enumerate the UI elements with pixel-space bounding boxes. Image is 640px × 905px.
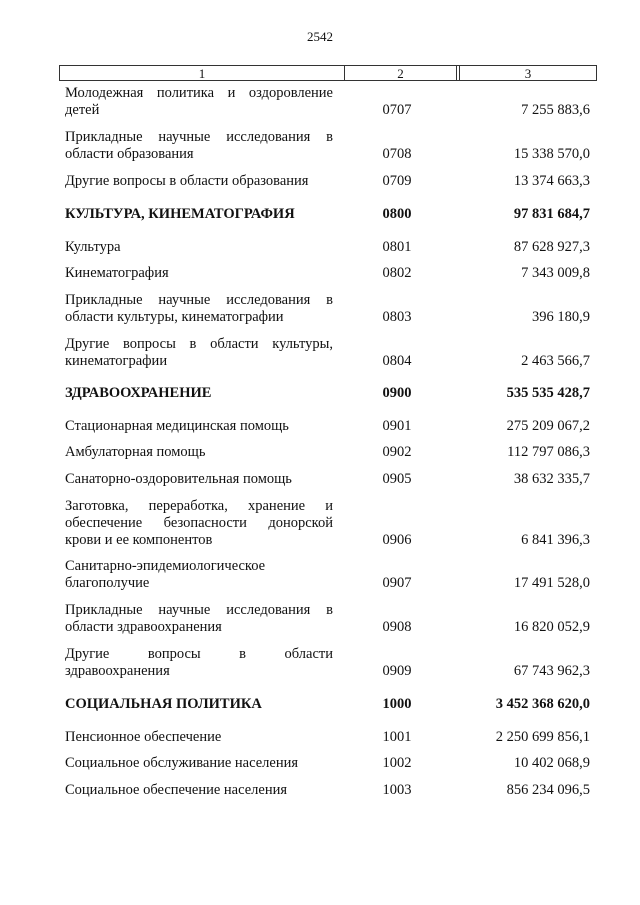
row-amount: 275 209 067,2 [506,418,590,434]
section-code: 0800 [382,206,412,222]
row-name: Социальное обслуживание населения [65,755,299,771]
column-header-1: 1 [198,66,206,81]
row-code: 0709 [382,173,412,189]
section-code: 0900 [382,385,412,401]
row-amount: 112 797 086,3 [507,444,590,460]
table-row [0,238,640,256]
section-amount: 97 831 684,7 [513,206,590,222]
row-amount: 10 402 068,9 [513,755,590,771]
row-code: 0803 [382,309,412,325]
row-name: Прикладные научные исследования в области здравоохранения [65,602,333,635]
section-name: ЗДРАВООХРАНЕНИЕ [65,385,212,401]
section-amount: 535 535 428,7 [506,385,590,401]
row-code: 1001 [382,729,412,745]
row-code: 0902 [382,444,412,460]
row-amount: 7 343 009,8 [521,265,590,281]
row-code: 0801 [382,239,412,255]
table-row [0,417,640,435]
section-row [0,384,640,402]
row-name: Санитарно-эпидемиологическое благополучие [65,558,266,591]
table-row [0,128,640,163]
table-row [0,496,640,549]
table-row [0,781,640,799]
row-code: 1002 [382,755,412,771]
row-amount: 67 743 962,3 [513,663,590,679]
row-code: 0905 [382,471,412,487]
row-name: Заготовка, переработка, хранение и обеспечение безопасности донорской крови и ее компонентов [65,498,333,548]
row-code: 0707 [382,102,412,118]
section-row [0,695,640,713]
row-name: Молодежная политика и оздоровление детей [65,85,333,118]
row-code: 0804 [382,353,412,369]
row-amount: 856 234 096,5 [506,782,590,798]
row-name: Стационарная медицинская помощь [65,418,289,434]
table-row [0,172,640,190]
row-amount: 17 491 528,0 [513,575,590,591]
table-row [0,443,640,461]
row-amount: 16 820 052,9 [513,619,590,635]
row-code: 0909 [382,663,412,679]
row-amount: 87 628 927,3 [513,239,590,255]
row-code: 0802 [382,265,412,281]
table-row [0,291,640,326]
row-code: 0907 [382,575,412,591]
column-header-3: 3 [456,66,596,80]
section-amount: 3 452 368 620,0 [495,696,590,712]
row-amount: 2 250 699 856,1 [495,729,590,745]
row-name: Социальное обеспечение населения [65,782,288,798]
row-amount: 6 841 396,3 [521,532,590,548]
section-name: СОЦИАЛЬНАЯ ПОЛИТИКА [65,696,262,712]
row-amount: 13 374 663,3 [513,173,590,189]
table-row [0,557,640,592]
row-code: 0708 [382,146,412,162]
table-header [59,65,597,81]
column-header-2: 2 [344,66,456,80]
section-code: 1000 [382,696,412,712]
table-row [0,335,640,370]
row-name: Амбулаторная помощь [65,444,206,460]
row-code: 0901 [382,418,412,434]
table-row [0,470,640,488]
section-row [0,205,640,223]
row-name: Культура [65,239,121,255]
row-code: 0908 [382,619,412,635]
row-name: Другие вопросы в области образования [65,173,309,189]
row-amount: 38 632 335,7 [513,471,590,487]
table-row [0,754,640,772]
table-row [0,728,640,746]
table-row [0,264,640,282]
table-row [0,84,640,119]
section-name: КУЛЬТУРА, КИНЕМАТОГРАФИЯ [65,206,295,222]
row-amount: 7 255 883,6 [521,102,590,118]
row-amount: 2 463 566,7 [521,353,590,369]
row-name: Кинематография [65,265,169,281]
row-amount: 396 180,9 [532,309,590,325]
page-number: 2542 [307,29,333,44]
row-name: Другие вопросы в области культуры, кинематографии [65,336,333,369]
row-amount: 15 338 570,0 [513,146,590,162]
row-name: Прикладные научные исследования в области культуры, кинематографии [65,292,333,325]
table-row [0,601,640,636]
row-code: 0906 [382,532,412,548]
row-name: Пенсионное обеспечение [65,729,222,745]
table-row [0,645,640,680]
row-name: Другие вопросы в области здравоохранения [65,646,333,679]
row-name: Прикладные научные исследования в области образования [65,129,333,162]
row-code: 1003 [382,782,412,798]
row-name: Санаторно-оздоровительная помощь [65,471,292,487]
